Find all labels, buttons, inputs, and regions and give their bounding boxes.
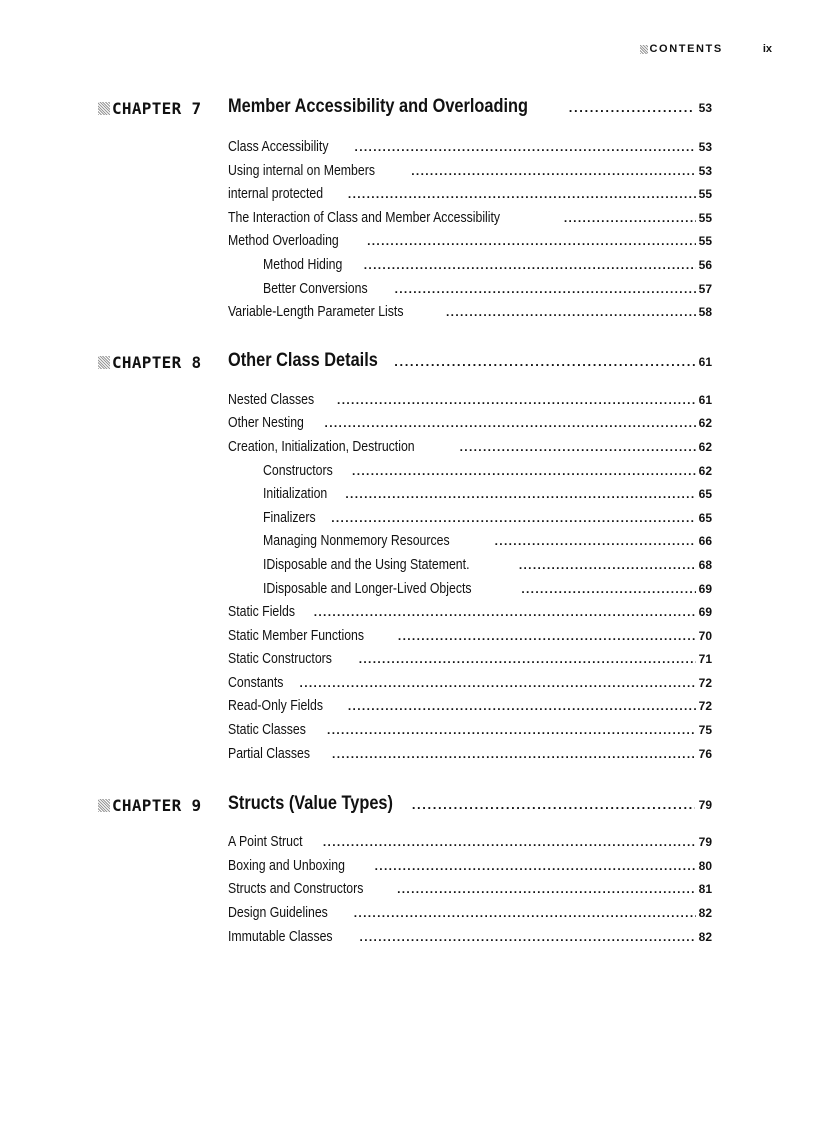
dot-leader [569, 100, 695, 115]
entry-page: 66 [698, 534, 712, 548]
dot-leader [564, 211, 696, 225]
toc-entry[interactable] [228, 603, 712, 623]
entry-title: Immutable Classes [228, 928, 333, 945]
page-number: ix [762, 43, 772, 55]
entry-page: 80 [698, 859, 712, 873]
entry-title: The Interaction of Class and Member Accessibility [228, 209, 501, 226]
entry-title: Using internal on Members [228, 162, 375, 179]
chapter-label-text: CHAPTER 9 [112, 796, 202, 815]
entry-title: A Point Struct [228, 833, 303, 850]
entry-page: 71 [698, 652, 712, 666]
entry-page: 82 [698, 930, 712, 944]
entry-title: internal protected [228, 185, 324, 202]
dot-leader [411, 164, 695, 178]
entry-page: 62 [698, 464, 712, 478]
chapter-label [98, 99, 201, 118]
entry-title: Class Accessibility [228, 138, 329, 155]
entry-page: 75 [698, 723, 712, 737]
dot-leader [354, 906, 696, 920]
chapter-title-row[interactable] [228, 96, 712, 118]
entry-page: 55 [698, 187, 712, 201]
dot-leader [397, 882, 696, 896]
toc-entry[interactable] [228, 391, 712, 411]
toc-entry[interactable] [228, 414, 712, 434]
shade-marker-icon [98, 356, 110, 369]
chapter-title: Structs (Value Types) [228, 793, 393, 814]
toc-subentry[interactable] [263, 532, 712, 552]
entry-title: Design Guidelines [228, 904, 328, 921]
dot-leader [314, 605, 696, 619]
toc-entry[interactable] [228, 928, 712, 948]
dot-leader [325, 416, 696, 430]
toc-entry[interactable] [228, 650, 712, 670]
dot-leader [332, 747, 696, 761]
entry-title: Initialization [263, 485, 328, 502]
chapter-label-text: CHAPTER 7 [112, 99, 202, 118]
dot-leader [394, 354, 694, 369]
entry-title: IDisposable and the Using Statement. [263, 556, 470, 573]
toc-entry[interactable] [228, 904, 712, 924]
entry-title: Method Hiding [263, 256, 343, 273]
chapter-page: 61 [698, 355, 712, 369]
toc-entry[interactable] [228, 627, 712, 647]
shade-marker-icon [98, 102, 110, 115]
toc-entry[interactable] [228, 721, 712, 741]
toc-entry[interactable] [228, 138, 712, 158]
dot-leader [412, 797, 695, 812]
entry-title: Creation, Initialization, Destruction [228, 438, 415, 455]
dot-leader [331, 511, 695, 525]
entry-page: 58 [698, 305, 712, 319]
toc-entry[interactable] [228, 833, 712, 853]
running-head [640, 43, 773, 55]
toc-subentry[interactable] [263, 485, 712, 505]
entry-page: 62 [698, 440, 712, 454]
toc-entry[interactable] [228, 697, 712, 717]
chapter-title-row[interactable] [228, 350, 712, 372]
entry-title: Static Classes [228, 721, 306, 738]
dot-leader [519, 558, 696, 572]
entry-title: Static Member Functions [228, 627, 365, 644]
entry-page: 55 [698, 211, 712, 225]
entry-title: Constants [228, 674, 284, 691]
entry-page: 79 [698, 835, 712, 849]
dot-leader [345, 487, 695, 501]
entry-page: 70 [698, 629, 712, 643]
entry-page: 72 [698, 699, 712, 713]
chapter-page: 53 [698, 101, 712, 115]
dot-leader [375, 859, 696, 873]
dot-leader [355, 140, 696, 154]
dot-leader [323, 835, 696, 849]
dot-leader [359, 652, 696, 666]
entry-title: Managing Nonmemory Resources [263, 532, 450, 549]
chapter-title: Other Class Details [228, 350, 378, 371]
entry-page: 56 [698, 258, 712, 272]
dot-leader [348, 187, 696, 201]
entry-title: IDisposable and Longer-Lived Objects [263, 580, 472, 597]
dot-leader [348, 699, 696, 713]
entry-page: 62 [698, 416, 712, 430]
dot-leader [521, 582, 695, 596]
entry-page: 69 [698, 582, 712, 596]
dot-leader [300, 676, 696, 690]
entry-title: Static Constructors [228, 650, 332, 667]
entry-title: Boxing and Unboxing [228, 857, 345, 874]
entry-title: Static Fields [228, 603, 295, 620]
dot-leader [495, 534, 696, 548]
entry-page: 76 [698, 747, 712, 761]
toc-entry[interactable] [228, 185, 712, 205]
toc-entry[interactable] [228, 209, 712, 229]
dot-leader [337, 393, 696, 407]
entry-title: Other Nesting [228, 414, 304, 431]
entry-page: 57 [698, 282, 712, 296]
toc-subentry[interactable] [263, 462, 712, 482]
entry-page: 68 [698, 558, 712, 572]
entry-title: Constructors [263, 462, 333, 479]
toc-entry[interactable] [228, 674, 712, 694]
entry-page: 72 [698, 676, 712, 690]
entry-title: Structs and Constructors [228, 880, 364, 897]
entry-title: Finalizers [263, 509, 316, 526]
toc-entry[interactable] [228, 232, 712, 252]
toc-subentry[interactable] [263, 280, 712, 300]
toc-entry[interactable] [228, 857, 712, 877]
entry-page: 81 [698, 882, 712, 896]
dot-leader [367, 234, 696, 248]
shade-marker-icon [98, 799, 110, 812]
toc-entry[interactable] [228, 303, 712, 323]
dot-leader [364, 258, 696, 272]
entry-title: Partial Classes [228, 745, 311, 762]
entry-title: Nested Classes [228, 391, 315, 408]
entry-title: Method Overloading [228, 232, 339, 249]
chapter-label [98, 796, 201, 815]
entry-page: 65 [698, 511, 712, 525]
dot-leader [360, 930, 696, 944]
entry-page: 69 [698, 605, 712, 619]
toc-entry[interactable] [228, 880, 712, 900]
entry-title: Variable-Length Parameter Lists [228, 303, 404, 320]
chapter-title: Member Accessibility and Overloading [228, 96, 528, 117]
toc-subentry[interactable] [263, 256, 712, 276]
toc-subentry[interactable] [263, 580, 712, 600]
chapter-label-text: CHAPTER 8 [112, 353, 202, 372]
entry-title: Better Conversions [263, 280, 368, 297]
dot-leader [446, 305, 696, 319]
entry-page: 82 [698, 906, 712, 920]
toc-entry[interactable] [228, 438, 712, 458]
running-head-section: CONTENTS [649, 43, 723, 55]
dot-leader [352, 464, 696, 478]
entry-page: 55 [698, 234, 712, 248]
toc-subentry[interactable] [263, 556, 712, 576]
dot-leader [395, 282, 696, 296]
entry-page: 53 [698, 164, 712, 178]
chapter-page: 79 [698, 798, 712, 812]
entry-page: 53 [698, 140, 712, 154]
entry-title: Read-Only Fields [228, 697, 324, 714]
dot-leader [460, 440, 696, 454]
dot-leader [327, 723, 696, 737]
shade-marker-icon [640, 45, 648, 54]
dot-leader [398, 629, 696, 643]
toc-entry[interactable] [228, 745, 712, 765]
chapter-label [98, 353, 201, 372]
toc-entry[interactable] [228, 162, 712, 182]
chapter-title-row[interactable] [228, 793, 712, 815]
toc-subentry[interactable] [263, 509, 712, 529]
entry-page: 65 [698, 487, 712, 501]
entry-page: 61 [698, 393, 712, 407]
